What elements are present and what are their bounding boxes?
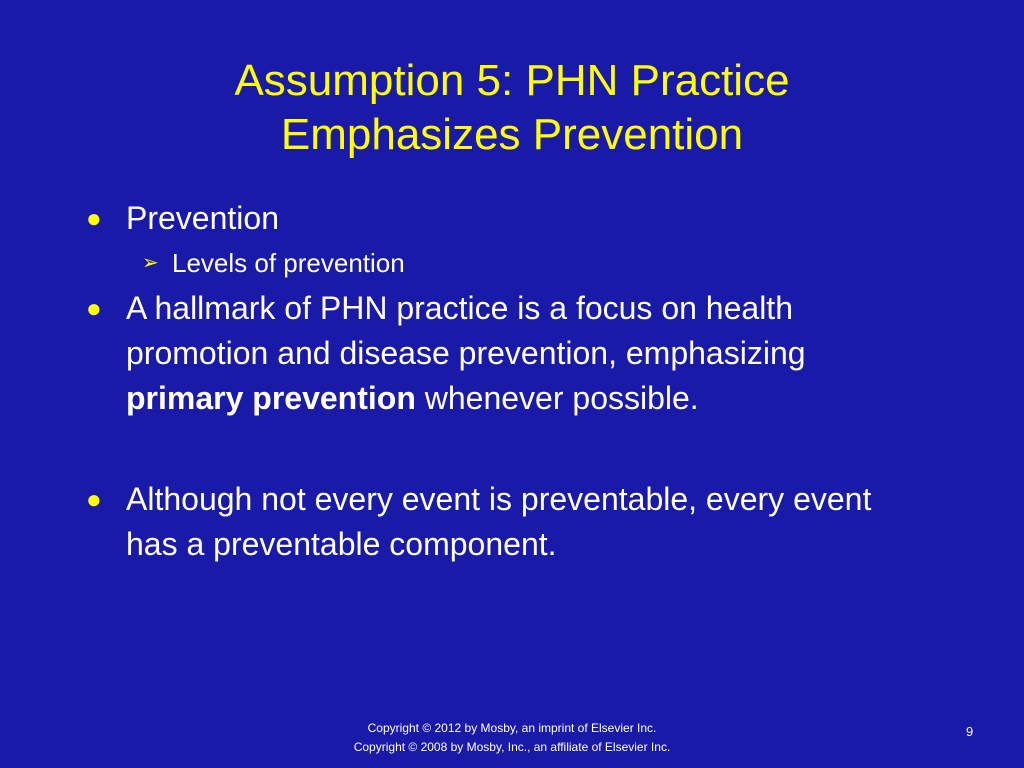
bullet-item-hallmark: [86, 286, 926, 421]
sub-bullet-text: Levels of prevention: [172, 248, 405, 278]
bullet-dot-icon: ●: [86, 293, 102, 323]
bullet-dot-icon: ●: [86, 203, 102, 233]
bullet-item-preventable: [86, 477, 926, 567]
bullet-text-part: whenever possible.: [415, 380, 699, 416]
bullet-text-part: A hallmark of PHN practice is a focus on health promotion and disease prevention, emphasizing: [126, 290, 806, 371]
copyright-footer: [0, 719, 1024, 757]
bullet-text-bold: primary prevention: [126, 380, 416, 416]
title-line-2: Emphasizes Prevention: [280, 110, 744, 159]
page-number: 9: [966, 724, 974, 739]
bullet-item-prevention: [86, 196, 926, 241]
arrow-right-icon: ➢: [142, 252, 159, 274]
slide-title: [0, 54, 1024, 162]
sub-bullet-item: [142, 246, 405, 280]
copyright-line-2: Copyright © 2008 by Mosby, Inc., an affiliate of Elsevier Inc.: [353, 740, 671, 754]
bullet-dot-icon: ●: [86, 484, 102, 514]
bullet-text: Prevention: [126, 200, 279, 236]
copyright-line-1: Copyright © 2012 by Mosby, an imprint of Elsevier Inc.: [367, 721, 657, 735]
title-line-1: Assumption 5: PHN Practice: [234, 56, 790, 105]
bullet-text: Although not every event is preventable, every event has a preventable component.: [126, 481, 872, 562]
